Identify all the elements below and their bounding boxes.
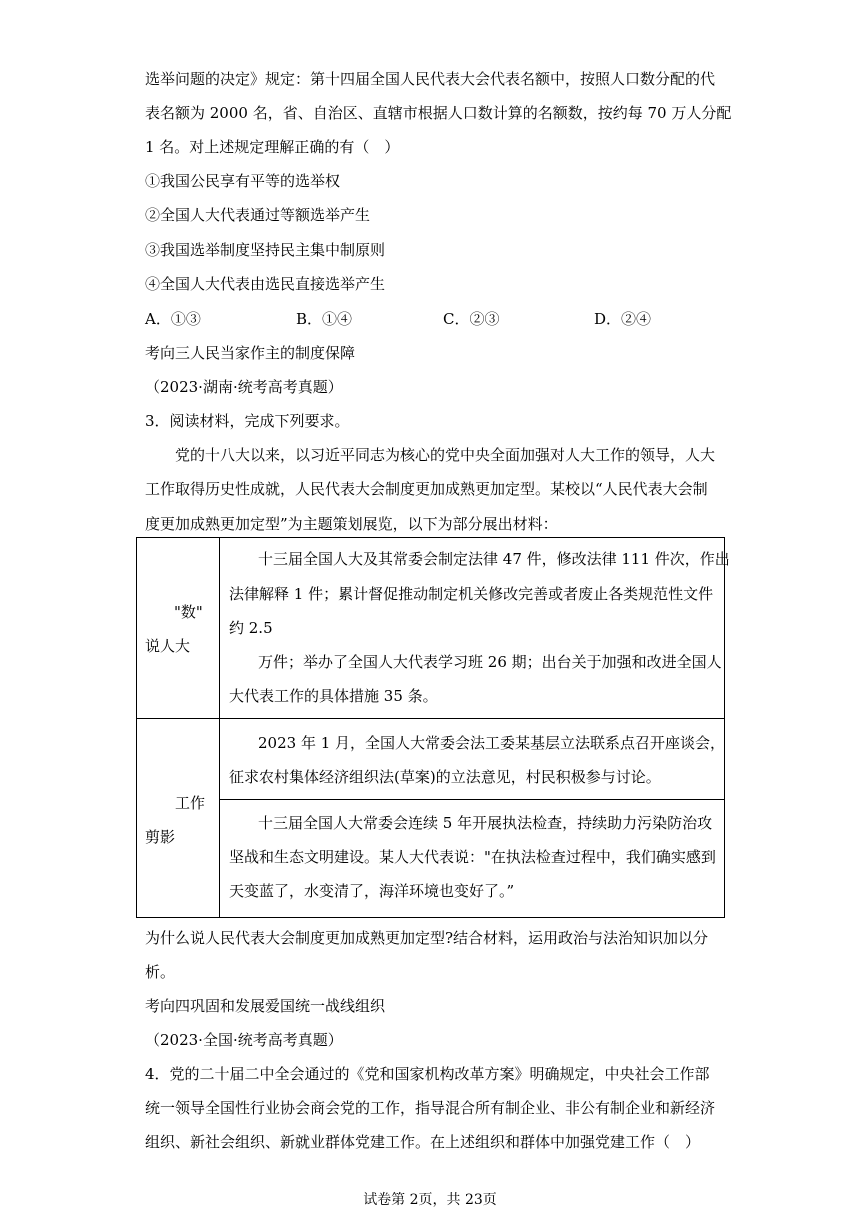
row-content-cell bbox=[220, 719, 725, 800]
row-label-jianying: 剪影 bbox=[145, 828, 176, 846]
row2a-line-2: 征求农村集体经济组织法(草案)的立法意见，村民积极参与讨论。 bbox=[229, 768, 661, 786]
q2-option-b: B．①④ bbox=[296, 310, 353, 328]
q3-material-line-2: 工作取得历史性成就，人民代表大会制度更加成熟更加定型。某校以“人民代表大会制 bbox=[145, 480, 708, 498]
section-3-heading: 考向三人民当家作主的制度保障 bbox=[145, 344, 356, 362]
row1-line-4: 万件；举办了全国人大代表学习班 26 期；出台关于加强和改进全国人 bbox=[258, 653, 722, 671]
row-content-cell bbox=[220, 800, 725, 918]
q3-question-line-1: 为什么说人民代表大会制度更加成熟更加定型?结合材料，运用政治与法治知识加以分 bbox=[145, 929, 709, 947]
table-row bbox=[137, 538, 725, 719]
q3-material-line-1: 党的十八大以来，以习近平同志为核心的党中央全面加强对人大工作的领导，人大 bbox=[175, 446, 716, 464]
q3-stem: 3．阅读材料，完成下列要求。 bbox=[145, 412, 350, 430]
row2a-line-1: 2023 年 1 月，全国人大常委会法工委某基层立法联系点召开座谈会， bbox=[258, 734, 726, 752]
section-4-source: （2023·全国·统考高考真题） bbox=[145, 1031, 343, 1049]
q4-stem-line-1: 4．党的二十届二中全会通过的《党和国家机构改革方案》明确规定，中央社会工作部 bbox=[145, 1065, 710, 1083]
q2-statement-1: ①我国公民享有平等的选举权 bbox=[145, 172, 341, 190]
q2-option-a: A．①③ bbox=[145, 310, 201, 328]
q2-statement-3: ③我国选举制度坚持民主集中制原则 bbox=[145, 241, 386, 259]
q2-stem-line-2: 表名额为 2000 名，省、自治区、直辖市根据人口数计算的名额数，按约每 70 万人分配 bbox=[145, 104, 732, 122]
table-row bbox=[137, 719, 725, 800]
q2-option-c: C．②③ bbox=[443, 310, 500, 328]
page-footer: 试卷第 2页，共 23页 bbox=[363, 1192, 497, 1208]
section-4-heading: 考向四巩固和发展爱国统一战线组织 bbox=[145, 997, 386, 1015]
row-label-shu: "数" bbox=[174, 603, 203, 621]
q3-material-line-3: 度更加成熟更加定型”为主题策划展览，以下为部分展出材料： bbox=[145, 515, 558, 533]
row1-line-5: 大代表工作的具体措施 35 条。 bbox=[229, 687, 438, 705]
section-3-source: （2023·湖南·统考高考真题） bbox=[145, 378, 343, 396]
q2-option-d: D．②④ bbox=[594, 310, 652, 328]
row2b-line-2: 坚战和生态文明建设。某人大代表说："在执法检查过程中，我们确实感到 bbox=[229, 848, 716, 866]
q4-stem-line-2: 统一领导全国性行业协会商会党的工作，指导混合所有制企业、非公有制企业和新经济 bbox=[145, 1099, 716, 1117]
row2b-line-3: 天变蓝了，水变清了，海洋环境也变好了。” bbox=[229, 882, 515, 900]
row1-line-3: 约 2.5 bbox=[229, 619, 273, 637]
row-label-gongzuo: 工作 bbox=[175, 794, 206, 812]
q3-question-line-2: 析。 bbox=[145, 963, 176, 981]
row-label-shuo-rendai: 说人大 bbox=[145, 637, 191, 655]
row2b-line-1: 十三届全国人大常委会连续 5 年开展执法检查，持续助力污染防治攻 bbox=[258, 814, 713, 832]
q2-statement-4: ④全国人大代表由选民直接选举产生 bbox=[145, 275, 386, 293]
q4-stem-line-3: 组织、新社会组织、新就业群体党建工作。在上述组织和群体中加强党建工作（ ） bbox=[145, 1133, 701, 1151]
table-row bbox=[137, 800, 725, 918]
row-label-cell bbox=[137, 719, 220, 918]
row-label-cell bbox=[137, 538, 220, 719]
row1-line-2: 法律解释 1 件；累计督促推动制定机关修改完善或者废止各类规范性文件 bbox=[229, 585, 714, 603]
exhibit-table bbox=[136, 537, 730, 918]
row1-line-1: 十三届全国人大及其常委会制定法律 47 件，修改法律 111 件次，作出 bbox=[258, 550, 730, 568]
row-content-cell bbox=[220, 538, 730, 719]
q2-stem-line-1: 选举问题的决定》规定：第十四届全国人民代表大会代表名额中，按照人口数分配的代 bbox=[145, 70, 716, 88]
q2-stem-line-3: 1 名。对上述规定理解正确的有（ ） bbox=[145, 138, 400, 156]
q2-statement-2: ②全国人大代表通过等额选举产生 bbox=[145, 206, 371, 224]
